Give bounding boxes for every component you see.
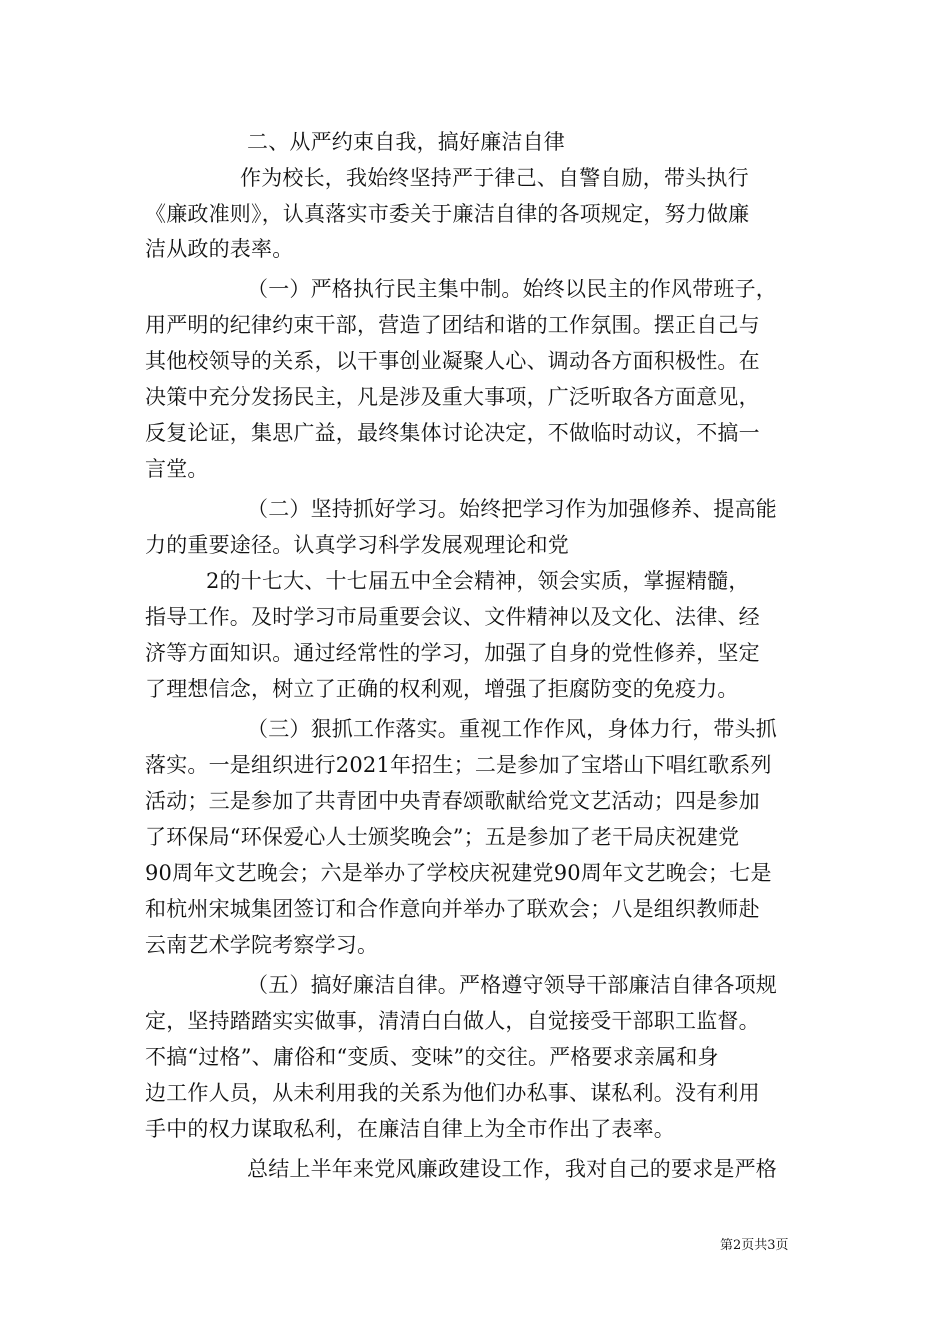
paragraph-line: （二）坚持抓好学习。始终把学习作为加强修养、提高能 <box>247 497 777 521</box>
paragraph-line: （五）搞好廉洁自律。严格遵守领导干部廉洁自律各项规 <box>247 973 777 997</box>
paragraph-line: 和杭州宋城集团签订和合作意向并举办了联欢会；八是组织教师赴 <box>145 897 760 921</box>
paragraph-line: 《廉政准则》，认真落实市委关于廉洁自律的各项规定，努力做廉 <box>145 202 750 226</box>
paragraph-line: 90周年文艺晚会；六是举办了学校庆祝建党90周年文艺晚会；七是 <box>145 861 772 885</box>
paragraph-line: 落实。一是组织进行2021年招生；二是参加了宝塔山下唱红歌系列 <box>145 753 772 777</box>
paragraph-line: 活动；三是参加了共青团中央青春颂歌献给党文艺活动；四是参加 <box>145 789 760 813</box>
paragraph-line: 手中的权力谋取私利，在廉洁自律上为全市作出了表率。 <box>145 1117 675 1141</box>
paragraph-line: 不搞“过格”、庸俗和“变质、变味”的交往。严格要求亲属和身 <box>145 1045 719 1069</box>
paragraph-line: 2的十七大、十七届五中全会精神，领会实质，掌握精髓， <box>206 569 750 593</box>
paragraph-line: （一）严格执行民主集中制。始终以民主的作风带班子， <box>247 277 777 301</box>
paragraph-line: 了环保局“环保爱心人士颁奖晚会”；五是参加了老干局庆祝建党 <box>145 825 740 849</box>
paragraph-line: 反复论证，集思广益，最终集体讨论决定，不做临时动议，不搞一 <box>145 421 760 445</box>
paragraph-line: 言堂。 <box>145 457 209 481</box>
paragraph-line: （三）狠抓工作落实。重视工作作风，身体力行，带头抓 <box>247 717 777 741</box>
paragraph-line: 定，坚持踏踏实实做事，清清白白做人，自觉接受干部职工监督。 <box>145 1009 760 1033</box>
paragraph-line: 决策中充分发扬民主，凡是涉及重大事项，广泛听取各方面意见， <box>145 385 760 409</box>
section-heading: 二、从严约束自我，搞好廉洁自律 <box>247 130 565 154</box>
paragraph-line: 作为校长，我始终坚持严于律己、自警自励，带头执行 <box>240 166 749 190</box>
paragraph-line: 力的重要途径。认真学习科学发展观理论和党 <box>145 533 569 557</box>
paragraph-line: 总结上半年来党风廉政建设工作，我对自己的要求是严格 <box>247 1157 777 1181</box>
paragraph-line: 其他校领导的关系，以干事创业凝聚人心、调动各方面积极性。在 <box>145 349 760 373</box>
paragraph-line: 边工作人员，从未利用我的关系为他们办私事、谋私利。没有利用 <box>145 1081 760 1105</box>
paragraph-line: 洁从政的表率。 <box>145 237 294 261</box>
paragraph-line: 云南艺术学院考察学习。 <box>145 933 379 957</box>
paragraph-line: 指导工作。及时学习市局重要会议、文件精神以及文化、法律、经 <box>145 605 760 629</box>
paragraph-line: 济等方面知识。通过经常性的学习，加强了自身的党性修养，坚定 <box>145 641 760 665</box>
paragraph-line: 用严明的纪律约束干部，营造了团结和谐的工作氛围。摆正自己与 <box>145 313 760 337</box>
paragraph-line: 了理想信念，树立了正确的权利观，增强了拒腐防变的免疫力。 <box>145 677 739 701</box>
page-number-footer: 第2页共3页 <box>720 1238 789 1253</box>
